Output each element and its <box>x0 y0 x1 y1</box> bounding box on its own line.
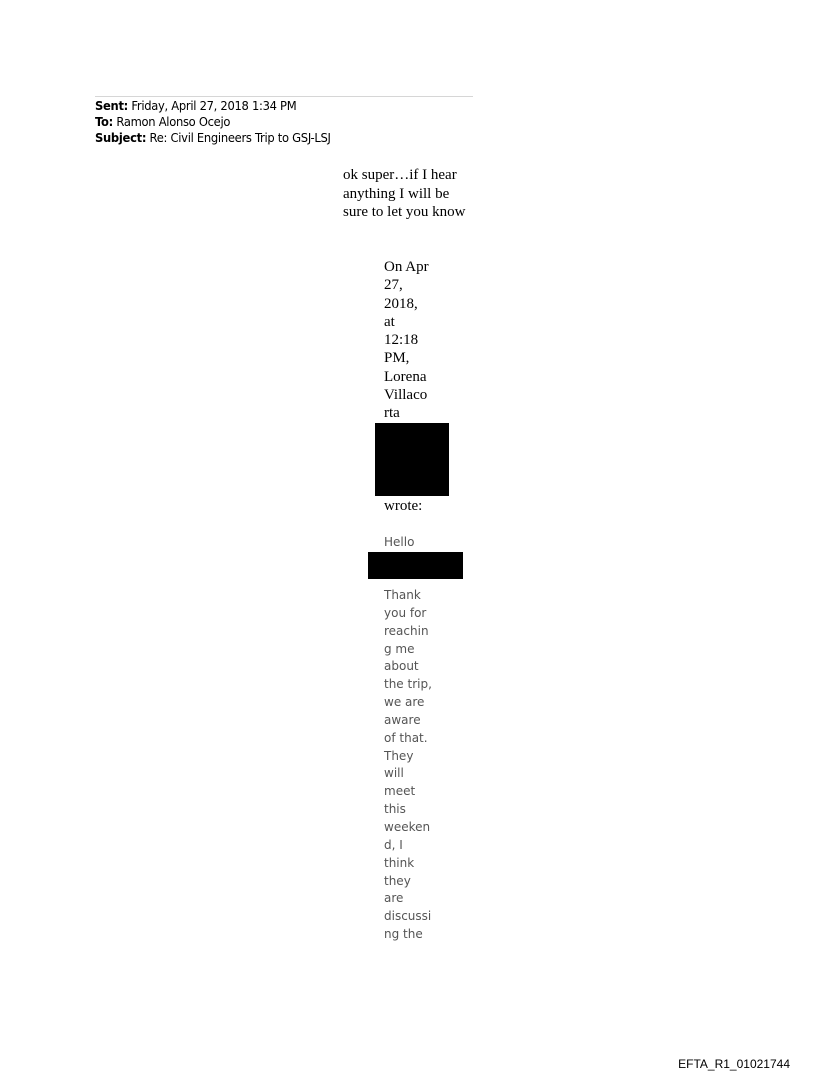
redaction-box-email <box>375 423 449 496</box>
body-line: reachin <box>384 623 429 638</box>
body-line: Thank <box>384 588 421 602</box>
sent-value: Friday, April 27, 2018 1:34 PM <box>131 99 297 113</box>
quoted-body <box>384 587 444 944</box>
sent-label: Sent: <box>95 99 128 113</box>
greeting: Hello <box>384 535 415 549</box>
sent-line <box>95 98 331 114</box>
attribution-line: Villaco <box>384 387 428 404</box>
to-label: To: <box>95 115 113 129</box>
body-line: They <box>384 748 414 763</box>
body-line: d, I <box>384 837 403 852</box>
header-divider <box>95 96 473 97</box>
to-value: Ramon Alonso Ocejo <box>116 115 231 129</box>
body-line: are <box>384 891 404 906</box>
quote-attribution <box>384 258 444 423</box>
bates-number: EFTA_R1_01021744 <box>678 1057 790 1071</box>
body-line: about <box>384 659 419 674</box>
body-line: ng the <box>384 927 423 942</box>
subject-line <box>95 130 331 146</box>
body-line: meet <box>384 784 416 799</box>
body-line: they <box>384 873 411 888</box>
body-line: weeken <box>384 819 431 834</box>
body-line: the trip, <box>384 677 432 692</box>
body-line: you for <box>384 605 427 620</box>
attribution-line: at <box>384 313 395 330</box>
body-line: g me <box>384 641 415 656</box>
subject-value: Re: Civil Engineers Trip to GSJ-LSJ <box>149 131 331 145</box>
wrote-label: wrote: <box>384 498 423 514</box>
attribution-line: 27, <box>384 277 403 294</box>
reply-text: ok super…if I hear anything I will be sure to let you know <box>343 167 466 220</box>
attribution-line: PM, <box>384 350 410 367</box>
attribution-line: On Apr <box>384 259 429 275</box>
body-line: discussi <box>384 909 432 924</box>
attribution-line: 2018, <box>384 295 418 312</box>
body-line: of that. <box>384 730 428 745</box>
to-line <box>95 114 331 130</box>
subject-label: Subject: <box>95 131 147 145</box>
attribution-line: Lorena <box>384 368 427 385</box>
body-line: will <box>384 766 404 781</box>
attribution-line: 12:18 <box>384 332 419 349</box>
body-line: this <box>384 802 406 817</box>
redaction-box-name <box>368 552 463 579</box>
attribution-line: rta <box>384 405 400 422</box>
body-line: aware <box>384 712 421 727</box>
body-line: we are <box>384 695 425 710</box>
email-header <box>95 98 331 146</box>
body-line: think <box>384 855 415 870</box>
